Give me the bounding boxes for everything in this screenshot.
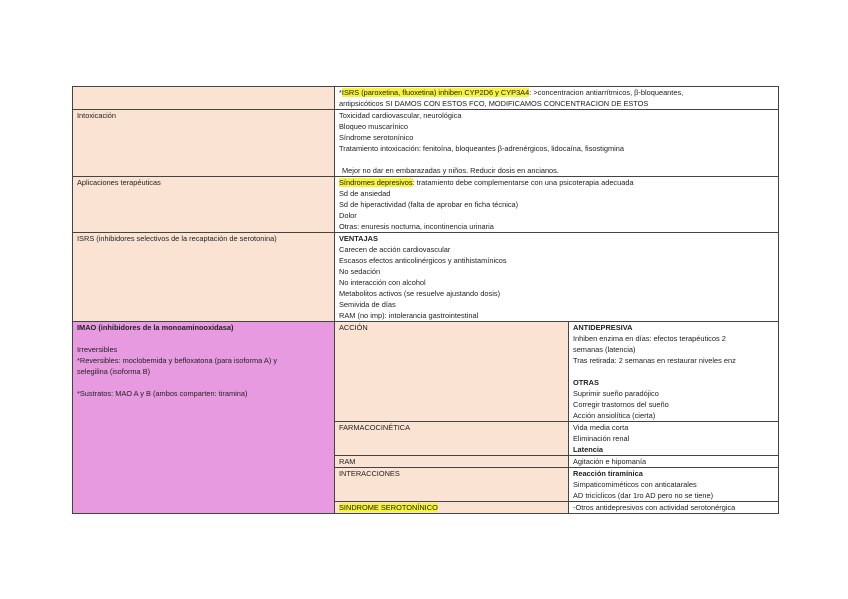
- farmaco-content: [569, 422, 779, 456]
- list-item: Tras retirada: 2 semanas en restaurar niveles enz: [573, 356, 736, 365]
- table-row: [73, 110, 779, 177]
- ram-value: Agitación e hipomanía: [569, 456, 779, 468]
- table-row: [73, 322, 779, 422]
- list-item: semanas (latencia): [573, 345, 636, 354]
- row-label-intoxicacion: Intoxicación: [73, 110, 335, 177]
- aplicaciones-rest: : tratamiento debe complementarse con una psicoterapia adecuada: [412, 178, 634, 187]
- otras-title: OTRAS: [573, 378, 599, 387]
- list-item: Bloqueo muscarínico: [339, 122, 409, 131]
- list-item: Metabolitos activos (se resuelve ajustando dosis): [339, 289, 501, 298]
- interacciones-content: [569, 468, 779, 502]
- sindromes-depresivos-highlight: Síndromes depresivos: [339, 178, 413, 187]
- list-item: Tratamiento intoxicación: fenitoína, bloqueantes β-adrenérgicos, lidocaína, fisostigmina: [339, 144, 624, 153]
- list-item: Sd de ansiedad: [339, 189, 391, 198]
- reaccion-tiraminica-title: Reacción tiramínica: [573, 469, 643, 478]
- ram-label: RAM: [335, 456, 569, 468]
- row-label-isrs: ISRS (inhibidores selectivos de la recaptación de serotonina): [73, 233, 335, 322]
- isrs-cyp-highlight: ISRS (paroxetina, fluoxetina) inhiben CYP2D6 y CYP3A4: [341, 88, 530, 97]
- isrs-ventajas-content: [335, 233, 779, 322]
- list-item: Sd de hiperactividad (falta de aprobar en ficha técnica): [339, 200, 519, 209]
- list-item: Carecen de acción cardiovascular: [339, 245, 451, 254]
- list-item: Suprimir sueño paradójico: [573, 389, 659, 398]
- table-row: [73, 177, 779, 233]
- list-item: AD tricíclicos (dar 1ro AD pero no se tiene): [573, 491, 714, 500]
- sindrome-value: -Otros antidepresivos con actividad serotonérgica: [569, 502, 779, 514]
- list-item: Toxicidad cardiovascular, neurológica: [339, 111, 462, 120]
- list-item: Semivida de días: [339, 300, 396, 309]
- list-item: No interacción con alcohol: [339, 278, 426, 287]
- imao-title: IMAO (inhibidores de la monoaminooxidasa): [77, 323, 234, 332]
- list-item: Escasos efectos anticolinérgicos y antihistamínicos: [339, 256, 507, 265]
- list-item: Otras: enuresis nocturna, incontinencia urinaria: [339, 222, 494, 231]
- list-item: Acción ansiolítica (cierta): [573, 411, 656, 420]
- list-item: Eliminación renal: [573, 434, 630, 443]
- list-item: Vida media corta: [573, 423, 629, 432]
- list-item: *Reversibles: moclobemida y befloxatona (para isoforma A) y: [77, 356, 278, 365]
- table-row: [73, 233, 779, 322]
- list-item: Inhiben enzima en días: efectos terapéuticos 2: [573, 334, 726, 343]
- intoxicacion-note: Mejor no dar en embarazadas y niños. Reducir dosis en ancianos.: [342, 166, 559, 175]
- list-item: Corregir trastornos del sueño: [573, 400, 669, 409]
- list-item: Irreversibles: [77, 345, 118, 354]
- latencia-text: Latencia: [573, 445, 603, 454]
- antidepresiva-title: ANTIDEPRESIVA: [573, 323, 633, 332]
- isrs-cyp-rest: : >concentracion antiarrítmicos, β-bloqueantes,: [529, 88, 684, 97]
- empty-cell: [73, 87, 335, 110]
- interacciones-label: INTERACCIONES: [335, 468, 569, 502]
- isrs-cyp-note: [335, 87, 779, 110]
- sindrome-label-cell: [335, 502, 569, 514]
- list-item: Simpaticomiméticos con anticatarales: [573, 480, 697, 489]
- list-item: selegilina (isoforma B): [77, 367, 151, 376]
- sindrome-serotoninico-label: SINDROME SEROTONÍNICO: [339, 503, 438, 512]
- table-row: [73, 87, 779, 110]
- accion-label: ACCIÓN: [335, 322, 569, 422]
- ventajas-title: VENTAJAS: [339, 234, 378, 243]
- intoxicacion-content: [335, 110, 779, 177]
- accion-content: [569, 322, 779, 422]
- list-item: No sedación: [339, 267, 381, 276]
- isrs-cyp-line2: antipsicóticos SI DAMOS CON ESTOS FCO, MODIFICAMOS CONCENTRACION DE ESTOS: [339, 99, 649, 108]
- asterisk-text: *: [339, 88, 342, 97]
- imao-cell: [73, 322, 335, 514]
- farmaco-label: FARMACOCINÉTICA: [335, 422, 569, 456]
- pharmacology-table: [72, 86, 779, 514]
- list-item: Dolor: [339, 211, 357, 220]
- imao-sustratos: *Sustratos: MAO A y B (ambos comparten: tiramina): [77, 389, 248, 398]
- list-item: Síndrome serotonínico: [339, 133, 414, 142]
- row-label-aplicaciones: Aplicaciones terapéuticas: [73, 177, 335, 233]
- list-item: RAM (no imp): intolerancia gastrointestinal: [339, 311, 479, 320]
- aplicaciones-content: [335, 177, 779, 233]
